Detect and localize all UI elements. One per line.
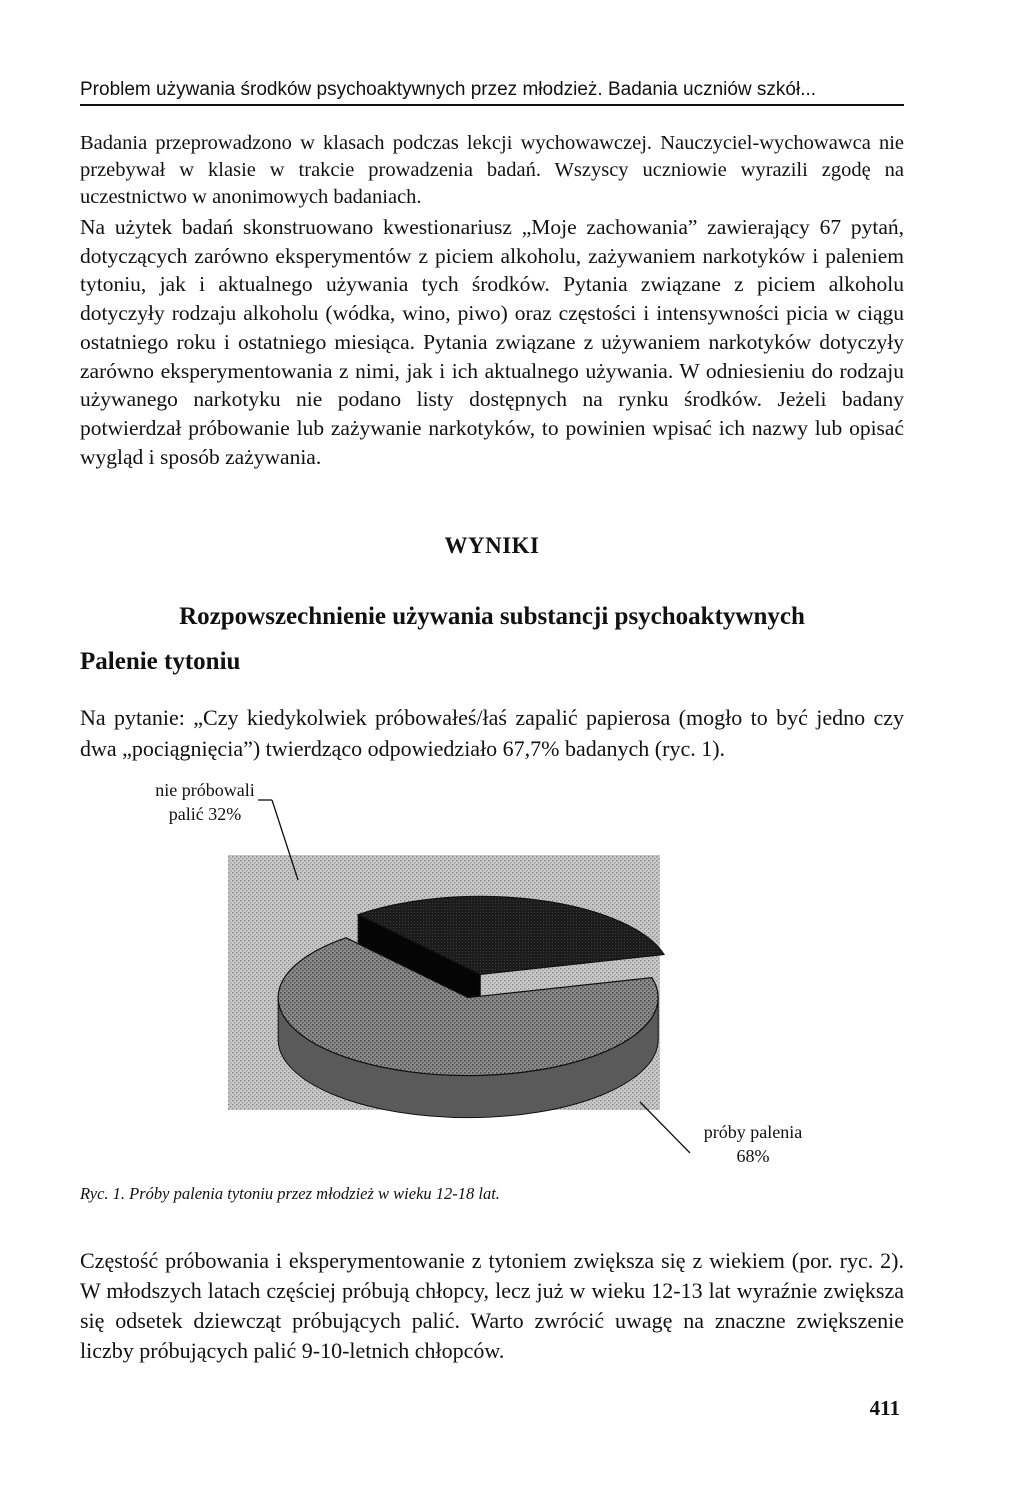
paragraph-smoking-question: Na pytanie: „Czy kiedykolwiek próbowałeś/łaś zapalić papierosa (mogło to być jedno czy dwa „pociągnięcia”) twierdząco odpowiedziało 67,7% badanych (ryc. 1). [80,705,904,761]
label-tried-line1: próby palenia [703,1122,803,1142]
paragraph-methods: Badania przeprowadzono w klasach podczas lekcji wychowawczej. Nauczyciel-wychowawca nie przebywał w klasie w trakcie prowadzenia badań. Wszyscy uczniowie wyrazili zgodę na uczestnictwo w anonimowych badaniach. [80,132,904,208]
leader-line-tried [640,1102,690,1153]
label-not-tried-line2: palić 32% [168,804,242,824]
label-not-tried-line1: nie próbowali [155,780,255,800]
results-heading: WYNIKI [444,533,540,558]
paragraph-age-trends: Częstość próbowania i eksperymentowanie z tytoniem zwiększa się z wiekiem (por. ryc. 2). W młodszych latach częściej próbują chłopcy, lecz już w wieku 12-13 lat wyraźnie zwiększa się odsetek dziewcząt próbujących palić. Warto zwrócić uwagę na znaczne zwiększenie liczby próbujących palić 9-10-letnich chłopców. [80,1248,904,1363]
label-tried-line2: 68% [736,1146,770,1166]
subheading-smoking: Palenie tytoniu [80,648,241,675]
running-head: Problem używania środków psychoaktywnych przez młodzież. Badania uczniów szkół... [80,79,817,100]
paragraph-questionnaire: Na użytek badań skonstruowano kwestionariusz „Moje zachowania” zawierający 67 pytań, dotyczących zarówno eksperymentów z piciem alkoholu, zażywaniem narkotyków i paleniem tytoniu, jak i aktualnego używania tych środków. Pytania związane z piciem alkoholu dotyczyły rodzaju alkoholu (wódka, wino, piwo) oraz częstości i intensywności picia w ciągu ostatniego roku i ostatniego miesiąca. Pytania związane z używaniem narkotyków dotyczyły zarówno eksperymentowania z nimi, jak i ich aktualnego używania. W odniesieniu do rodzaju używanego narkotyku nie podano listy dostępnych na rynku środków. Jeżeli badany potwierdzał próbowanie lub zażywanie narkotyków, to powinien wpisać ich nazwy lub opisać wygląd i sposób zażywania. [80,215,904,469]
figure-caption: Ryc. 1. Próby palenia tytoniu przez młodzież w wieku 12-18 lat. [80,1184,500,1203]
page-number: 411 [869,1396,900,1420]
pie-chart [0,770,1024,1210]
section-title: Rozpowszechnienie używania substancji psychoaktywnych [179,603,805,630]
header-rule [80,104,904,106]
